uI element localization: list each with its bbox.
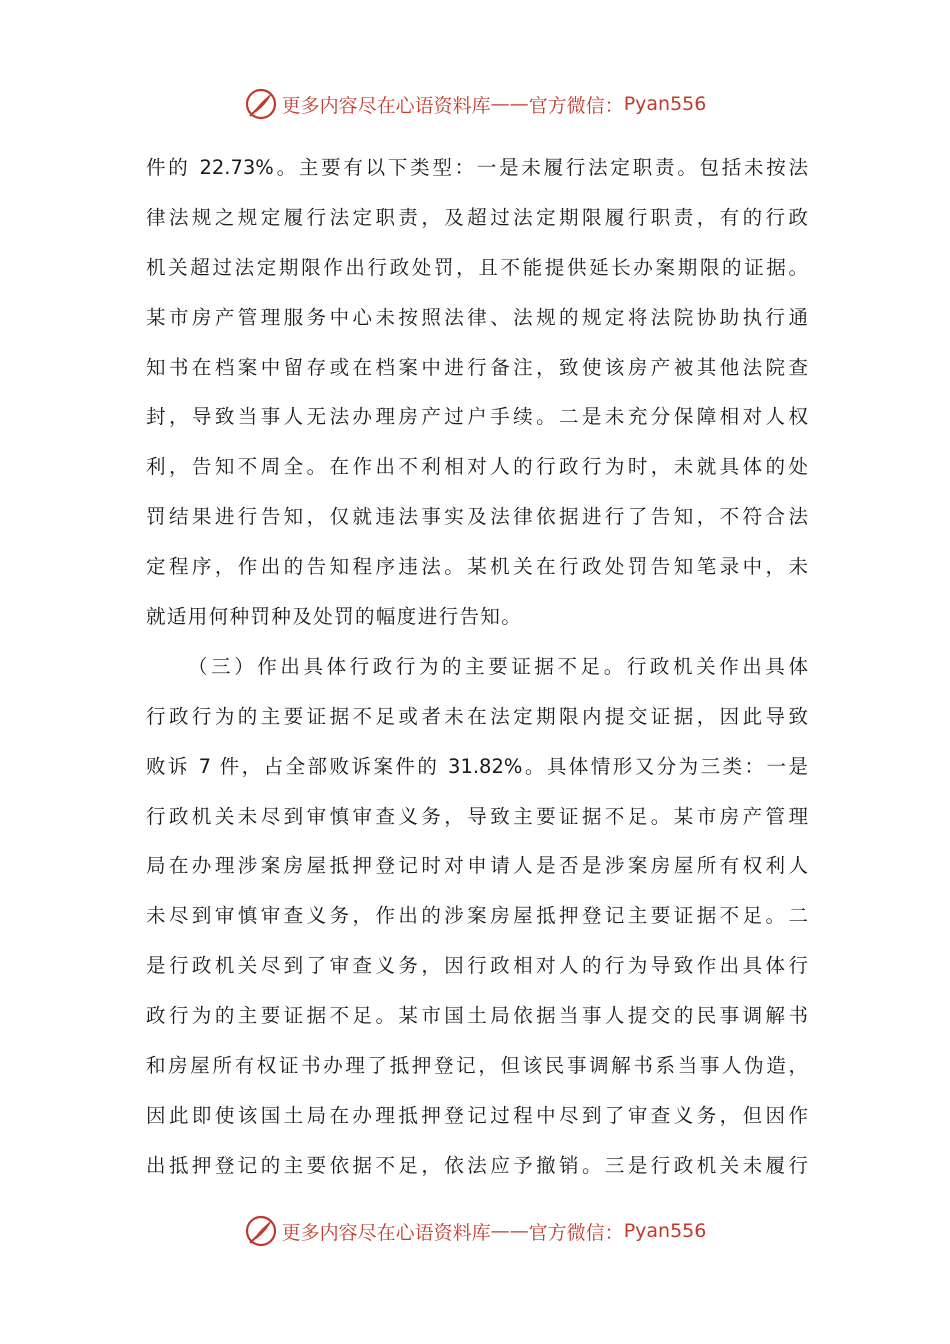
footer-dash: —— [490, 1220, 529, 1242]
text-line: 知书在档案中留存或在档案中进行备注，致使该房产被其他法院查 [146, 355, 808, 379]
footer-brand-text: 更多内容尽在心语资料库 [281, 1221, 491, 1244]
quill-logo-icon [244, 1214, 278, 1248]
footer-watermark-banner [0, 1211, 950, 1251]
header-watermark-banner [0, 84, 950, 124]
body-text [146, 143, 808, 1191]
text-line: 封，导致当事人无法办理房产过户手续。二是未充分保障相对人权 [146, 405, 808, 429]
text-line: 利，告知不周全。在作出不利相对人的行政行为时，未就具体的处 [146, 455, 808, 479]
quill-logo-icon [244, 87, 278, 121]
text-line: 行政行为的主要证据不足或者未在法定期限内提交证据，因此导致 [146, 704, 808, 728]
footer-wechat-id: Pyan556 [623, 1220, 707, 1242]
header-dash: —— [490, 93, 529, 115]
text-line: 行政机关未尽到审慎审查义务，导致主要证据不足。某市房产管理 [146, 804, 808, 828]
text-line: 局在办理涉案房屋抵押登记时对申请人是否是涉案房屋所有权利人 [146, 854, 808, 878]
text-line: 因此即使该国土局在办理抵押登记过程中尽到了审查义务，但因作 [146, 1103, 808, 1127]
text-line: 定程序，作出的告知程序违法。某机关在行政处罚告知笔录中，未 [146, 555, 808, 579]
text-line: 败诉 7 件，占全部败诉案件的 31.82%。具体情形又分为三类：一是 [146, 754, 808, 778]
text-line: 罚结果进行告知，仅就违法事实及法律依据进行了告知，不符合法 [146, 505, 808, 529]
text-line: 律法规之规定履行法定职责，及超过法定期限履行职责，有的行政 [146, 205, 808, 229]
text-line: 机关超过法定期限作出行政处罚，且不能提供延长办案期限的证据。 [146, 255, 808, 279]
header-brand-text: 更多内容尽在心语资料库 [281, 94, 491, 117]
text-line: 就适用何种罚种及处罚的幅度进行告知。 [146, 605, 523, 629]
text-line: 出抵押登记的主要依据不足，依法应予撤销。三是行政机关未履行 [146, 1153, 808, 1177]
text-line: 政行为的主要证据不足。某市国土局依据当事人提交的民事调解书 [146, 1004, 808, 1028]
text-line: 和房屋所有权证书办理了抵押登记，但该民事调解书系当事人伪造， [146, 1054, 808, 1078]
footer-wechat-label: 官方微信： [528, 1221, 624, 1244]
text-line: 件的 22.73%。主要有以下类型：一是未履行法定职责。包括未按法 [146, 156, 808, 179]
text-line: 某市房产管理服务中心未按照法律、法规的规定将法院协助执行通 [146, 305, 808, 329]
header-wechat-id: Pyan556 [623, 93, 707, 115]
section-heading-line: （三）作出具体行政行为的主要证据不足。行政机关作出具体 [188, 654, 808, 678]
text-line: 是行政机关尽到了审查义务，因行政相对人的行为导致作出具体行 [146, 954, 808, 978]
header-wechat-label: 官方微信： [528, 94, 624, 117]
text-line: 未尽到审慎审查义务，作出的涉案房屋抵押登记主要证据不足。二 [146, 904, 808, 928]
